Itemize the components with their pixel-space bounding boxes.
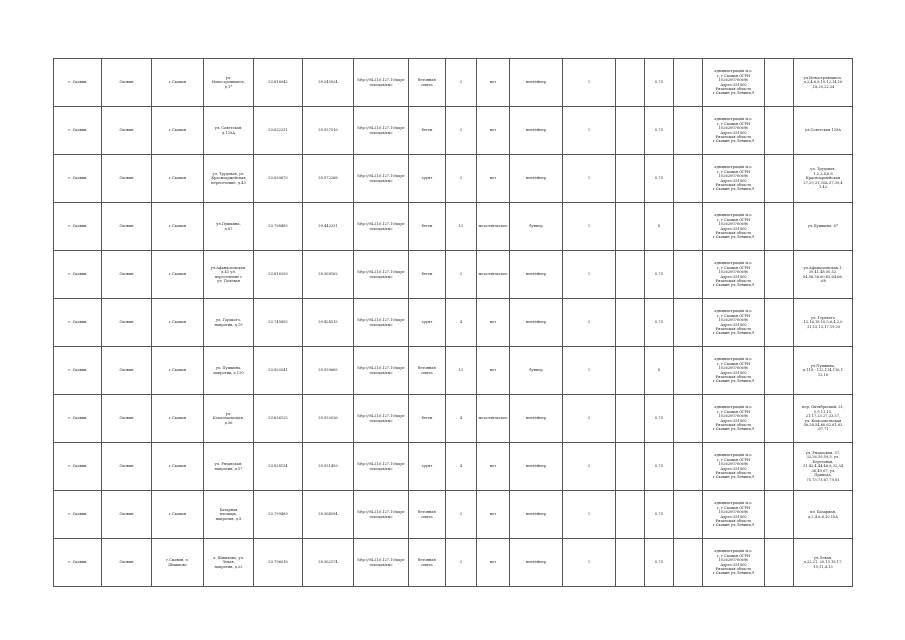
map-link-cell: http://94.210.127.10/карт отходов/кмс xyxy=(354,443,409,491)
municipality-cell: Сковин xyxy=(102,347,152,395)
container-volume-cell: 0.75 xyxy=(645,59,674,107)
fence-cell: нет xyxy=(477,155,510,203)
longitude-cell: 39.552036 xyxy=(303,395,354,443)
municipality-cell: Сковин xyxy=(102,155,152,203)
latitude-cell: 53.820541 xyxy=(254,347,303,395)
settlement-cell: г. Сковин xyxy=(54,107,102,155)
map-link-cell: http://94.210.127.10/карт отходов/кмс xyxy=(354,251,409,299)
fence-cell: металлическое xyxy=(477,395,510,443)
longitude-cell: 39.551493 xyxy=(303,443,354,491)
served-addresses-cell: ул. Рязанская, 57, 32,26,39,59,5, ул. Березовая, 31,42,4,44,46,6,32,34 ,36,49,67, ул. Привода, 75,73,71,67,79,81 xyxy=(794,443,853,491)
empty-cell xyxy=(765,299,794,347)
longitude-cell: 39.545924 xyxy=(303,59,354,107)
municipality-cell: Сковин xyxy=(102,395,152,443)
empty-cell xyxy=(674,251,703,299)
longitude-cell: 39.559665 xyxy=(303,347,354,395)
empty-cell xyxy=(616,539,645,587)
surface-type-cell: бетон xyxy=(409,107,446,155)
longitude-cell: 39.557516 xyxy=(303,107,354,155)
longitude-cell: 39.442331 xyxy=(303,203,354,251)
locality-cell: г.Сковин xyxy=(152,491,204,539)
latitude-cell: 53.796018 xyxy=(254,539,303,587)
container-count-cell: 1 xyxy=(563,59,616,107)
served-addresses-cell: пл. Базарная, д.2,4,6,8,10,10А xyxy=(794,491,853,539)
area-cell: 2 xyxy=(446,155,477,203)
served-addresses-cell: ул. Горького 12,16,18,10,5,6,4,2,0 ,11,15,13,17,19,25 xyxy=(794,299,853,347)
container-type-cell: контейнер xyxy=(510,251,563,299)
site-owner-cell: администрация м.о. г. г.Сковин ОГРН 1026200700690 Адрес:391800 Рязанская область г.Сковин ул.Ленина,9 xyxy=(703,203,765,251)
container-type-cell: контейнер xyxy=(510,299,563,347)
empty-cell xyxy=(616,395,645,443)
container-count-cell: 1 xyxy=(563,155,616,203)
empty-cell xyxy=(765,59,794,107)
table-row xyxy=(54,443,853,491)
container-type-cell: бункер xyxy=(510,203,563,251)
container-type-cell: контейнер xyxy=(510,443,563,491)
settlement-cell: г. Сковин xyxy=(54,491,102,539)
container-type-cell: контейнер xyxy=(510,539,563,587)
settlement-cell: г. Сковин xyxy=(54,203,102,251)
locality-cell: г.Сковин xyxy=(152,299,204,347)
municipality-cell: Сковин xyxy=(102,539,152,587)
empty-cell xyxy=(616,347,645,395)
empty-cell xyxy=(765,203,794,251)
area-cell: 12 xyxy=(446,347,477,395)
empty-cell xyxy=(616,299,645,347)
empty-cell xyxy=(674,59,703,107)
container-count-cell: 2 xyxy=(563,443,616,491)
empty-cell xyxy=(765,491,794,539)
empty-cell xyxy=(765,395,794,443)
served-addresses-cell: пер. Октябрьский, 21, 5,9,11,15, 21,17,23,27,33,37, ул. Комсомольская 56,58,54,60,62,61,63 ,67,71 xyxy=(794,395,853,443)
empty-cell xyxy=(765,107,794,155)
fence-cell: металлическое xyxy=(477,251,510,299)
container-volume-cell: 0.75 xyxy=(645,107,674,155)
map-link-cell: http://94.210.127.10/карт отходов/кмс xyxy=(354,347,409,395)
served-addresses-cell: ул.Новостроящиесь, д.2,4,6,8,10,12,14,16 ,18,20,22,24 xyxy=(794,59,853,107)
area-cell: 12 xyxy=(446,203,477,251)
container-volume-cell: 0.75 xyxy=(645,395,674,443)
fence-cell: металлическое xyxy=(477,203,510,251)
latitude-cell: 53.830675 xyxy=(254,155,303,203)
settlement-cell: г. Сковин xyxy=(54,299,102,347)
empty-cell xyxy=(674,539,703,587)
served-addresses-cell: ул.Пушкина, д.118 - 112,114,116,1 12,16 xyxy=(794,347,853,395)
container-count-cell: 1 xyxy=(563,539,616,587)
container-count-cell: 1 xyxy=(563,107,616,155)
site-address-cell: ул.Афанасьевская, д.41 ул. пересечение с ул. Полевая xyxy=(204,251,254,299)
container-count-cell: 1 xyxy=(563,203,616,251)
municipality-cell: Сковин xyxy=(102,491,152,539)
surface-type-cell: бетонная плита xyxy=(409,539,446,587)
fence-cell: нет xyxy=(477,107,510,155)
waste-site-registry-table xyxy=(53,58,853,587)
latitude-cell: 53.798485 xyxy=(254,203,303,251)
latitude-cell: 53.816042 xyxy=(254,59,303,107)
empty-cell xyxy=(765,155,794,203)
empty-cell xyxy=(616,107,645,155)
container-type-cell: контейнер xyxy=(510,59,563,107)
settlement-cell: г. Сковин xyxy=(54,155,102,203)
served-addresses-cell: ул.Левая, д.22,21, 20,19,18,17, 15,11,4,13 xyxy=(794,539,853,587)
municipality-cell: Сковин xyxy=(102,299,152,347)
site-address-cell: ул. Пушкина, напротив, д.120 xyxy=(204,347,254,395)
container-count-cell: 2 xyxy=(563,299,616,347)
site-owner-cell: администрация м.о. г. г.Сковин ОГРН 1026200700690 Адрес:391800 Рязанская область г.Сковин ул.Ленина,9 xyxy=(703,395,765,443)
fence-cell: нет xyxy=(477,299,510,347)
empty-cell xyxy=(674,395,703,443)
map-link-cell: http://94.210.127.10/карт отходов/кмс xyxy=(354,155,409,203)
settlement-cell: г. Сковин xyxy=(54,395,102,443)
table-row xyxy=(54,251,853,299)
site-address-cell: ул.Пушкина, д.87 xyxy=(204,203,254,251)
table-row xyxy=(54,59,853,107)
empty-cell xyxy=(765,539,794,587)
map-link-cell: http://94.210.127.10/карт отходов/кмс xyxy=(354,395,409,443)
longitude-cell: 39.572268 xyxy=(303,155,354,203)
empty-cell xyxy=(674,299,703,347)
site-owner-cell: администрация м.о. г. г.Сковин ОГРН 1026200700690 Адрес:391800 Рязанская область г.Сковин ул.Ленина,9 xyxy=(703,539,765,587)
latitude-cell: 53.799469 xyxy=(254,491,303,539)
container-type-cell: бункер xyxy=(510,347,563,395)
served-addresses-cell: ул. Трудовая, 1,2,3,4,6,8 Красноармейская 27,29,31,35А,37,39,4 1,43 xyxy=(794,155,853,203)
fence-cell: нет xyxy=(477,59,510,107)
surface-type-cell: бетонная плита xyxy=(409,59,446,107)
served-addresses-cell: ул.Советская 129А xyxy=(794,107,853,155)
empty-cell xyxy=(616,59,645,107)
table-row xyxy=(54,299,853,347)
latitude-cell: 53.832251 xyxy=(254,107,303,155)
surface-type-cell: грунт xyxy=(409,299,446,347)
served-addresses-cell: ул.Афанасьевская,1, 39,41,48,50,52, 54,56,58,60,62,64,66, ,68 xyxy=(794,251,853,299)
site-owner-cell: администрация м.о. г. г.Сковин ОГРН 1026200700690 Адрес:391800 Рязанская область г.Сковин ул.Ленина,9 xyxy=(703,59,765,107)
container-volume-cell: 0.75 xyxy=(645,155,674,203)
fence-cell: нет xyxy=(477,443,510,491)
municipality-cell: Сковин xyxy=(102,107,152,155)
surface-type-cell: бетон xyxy=(409,251,446,299)
registry-rows xyxy=(54,59,853,587)
container-count-cell: 1 xyxy=(563,347,616,395)
locality-cell: г.Сковин, л. Шишково xyxy=(152,539,204,587)
settlement-cell: г. Сковин xyxy=(54,251,102,299)
settlement-cell: г. Сковин xyxy=(54,347,102,395)
fence-cell: нет xyxy=(477,539,510,587)
municipality-cell: Сковин xyxy=(102,443,152,491)
site-owner-cell: администрация м.о. г. г.Сковин ОГРН 1026200700690 Адрес:391800 Рязанская область г.Сковин ул.Ленина,9 xyxy=(703,155,765,203)
surface-type-cell: бетонная плита xyxy=(409,347,446,395)
map-link-cell: http://94.210.127.10/карт отходов/кмс xyxy=(354,107,409,155)
latitude-cell: 53.826125 xyxy=(254,395,303,443)
empty-cell xyxy=(674,347,703,395)
map-link-cell: http://94.210.127.10/карт отходов/кмс xyxy=(354,491,409,539)
surface-type-cell: грунт xyxy=(409,155,446,203)
surface-type-cell: бетонная плита xyxy=(409,491,446,539)
container-volume-cell: 0.75 xyxy=(645,539,674,587)
locality-cell: г.Сковин xyxy=(152,107,204,155)
latitude-cell: 53.828154 xyxy=(254,443,303,491)
surface-type-cell: бетон xyxy=(409,203,446,251)
locality-cell: г.Сковин xyxy=(152,443,204,491)
locality-cell: г.Сковин xyxy=(152,347,204,395)
site-owner-cell: администрация м.о. г. г.Сковин ОГРН 1026200700690 Адрес:391800 Рязанская область г.Сковин ул.Ленина,9 xyxy=(703,347,765,395)
fence-cell: нет xyxy=(477,491,510,539)
table-row xyxy=(54,395,853,443)
longitude-cell: 39.564594 xyxy=(303,491,354,539)
container-volume-cell: 0.75 xyxy=(645,491,674,539)
area-cell: 4 xyxy=(446,299,477,347)
settlement-cell: г. Сковин xyxy=(54,539,102,587)
longitude-cell: 39.424515 xyxy=(303,299,354,347)
registry-sheet xyxy=(53,58,852,587)
site-owner-cell: администрация м.о. г. г.Сковин ОГРН 1026200700690 Адрес:391800 Рязанская область г.Сковин ул.Ленина,9 xyxy=(703,443,765,491)
site-address-cell: ул. Новостроящиесь, д.1* xyxy=(204,59,254,107)
container-type-cell: контейнер xyxy=(510,155,563,203)
container-volume-cell: 8 xyxy=(645,347,674,395)
latitude-cell: 53.745855 xyxy=(254,299,303,347)
empty-cell xyxy=(674,491,703,539)
surface-type-cell: бетон xyxy=(409,395,446,443)
area-cell: 4 xyxy=(446,395,477,443)
site-owner-cell: администрация м.о. г. г.Сковин ОГРН 1026200700690 Адрес:391800 Рязанская область г.Сковин ул.Ленина,9 xyxy=(703,107,765,155)
locality-cell: г.Сковин xyxy=(152,59,204,107)
municipality-cell: Сковин xyxy=(102,59,152,107)
site-address-cell: ул. Комсомольская, д.56 xyxy=(204,395,254,443)
area-cell: 4 xyxy=(446,443,477,491)
municipality-cell: Сковин xyxy=(102,203,152,251)
table-row xyxy=(54,539,853,587)
empty-cell xyxy=(674,107,703,155)
site-owner-cell: администрация м.о. г. г.Сковин ОГРН 1026200700690 Адрес:391800 Рязанская область г.Сковин ул.Ленина,9 xyxy=(703,251,765,299)
empty-cell xyxy=(674,443,703,491)
container-count-cell: 2 xyxy=(563,395,616,443)
site-address-cell: л. Шишково, ул. Левая, напротив, д.22 xyxy=(204,539,254,587)
container-volume-cell: 0.75 xyxy=(645,443,674,491)
container-count-cell: 1 xyxy=(563,251,616,299)
served-addresses-cell: ул.Пушкина, 87 xyxy=(794,203,853,251)
empty-cell xyxy=(765,443,794,491)
settlement-cell: г. Сковин xyxy=(54,59,102,107)
area-cell: 2 xyxy=(446,491,477,539)
table-row xyxy=(54,155,853,203)
locality-cell: г.Сковин xyxy=(152,155,204,203)
latitude-cell: 53.816293 xyxy=(254,251,303,299)
empty-cell xyxy=(765,251,794,299)
empty-cell xyxy=(616,491,645,539)
empty-cell xyxy=(674,155,703,203)
site-address-cell: ул. Горького, напротив, д.19 xyxy=(204,299,254,347)
area-cell: 2 xyxy=(446,59,477,107)
empty-cell xyxy=(674,203,703,251)
settlement-cell: г. Сковин xyxy=(54,443,102,491)
empty-cell xyxy=(616,155,645,203)
locality-cell: г.Сковин xyxy=(152,251,204,299)
container-volume-cell: 0.75 xyxy=(645,299,674,347)
longitude-cell: 39.562174 xyxy=(303,539,354,587)
longitude-cell: 39.569162 xyxy=(303,251,354,299)
empty-cell xyxy=(616,443,645,491)
fence-cell: нет xyxy=(477,347,510,395)
container-type-cell: контейнер xyxy=(510,395,563,443)
map-link-cell: http://94.210.127.10/карт отходов/кмс xyxy=(354,59,409,107)
empty-cell xyxy=(765,347,794,395)
table-row xyxy=(54,347,853,395)
empty-cell xyxy=(616,251,645,299)
table-row xyxy=(54,107,853,155)
container-count-cell: 1 xyxy=(563,491,616,539)
locality-cell: г.Сковин xyxy=(152,395,204,443)
site-address-cell: ул. Рязанская, напротив, д.57 xyxy=(204,443,254,491)
container-volume-cell: 8 xyxy=(645,203,674,251)
map-link-cell: http://94.210.127.10/карт отходов/кмс xyxy=(354,539,409,587)
area-cell: 2 xyxy=(446,107,477,155)
container-volume-cell: 0.75 xyxy=(645,251,674,299)
locality-cell: г.Сковин xyxy=(152,203,204,251)
municipality-cell: Сковин xyxy=(102,251,152,299)
container-type-cell: контейнер xyxy=(510,107,563,155)
site-address-cell: Базарная площадь, напротив, д.8 xyxy=(204,491,254,539)
site-address-cell: ул. Советская, д.129А xyxy=(204,107,254,155)
table-row xyxy=(54,203,853,251)
map-link-cell: http://94.210.127.10/карт отходов/кмс xyxy=(354,299,409,347)
area-cell: 2 xyxy=(446,539,477,587)
surface-type-cell: грунт xyxy=(409,443,446,491)
area-cell: 2 xyxy=(446,251,477,299)
map-link-cell: http://94.210.127.10/карт отходов/кмс xyxy=(354,203,409,251)
site-owner-cell: администрация м.о. г. г.Сковин ОГРН 1026200700690 Адрес:391800 Рязанская область г.Сковин ул.Ленина,9 xyxy=(703,491,765,539)
table-row xyxy=(54,491,853,539)
empty-cell xyxy=(616,203,645,251)
container-type-cell: контейнер xyxy=(510,491,563,539)
site-address-cell: ул. Трудовая, ул. Красноармейская пересечение, д.43 xyxy=(204,155,254,203)
site-owner-cell: администрация м.о. г. г.Сковин ОГРН 1026200700690 Адрес:391800 Рязанская область г.Сковин ул.Ленина,9 xyxy=(703,299,765,347)
